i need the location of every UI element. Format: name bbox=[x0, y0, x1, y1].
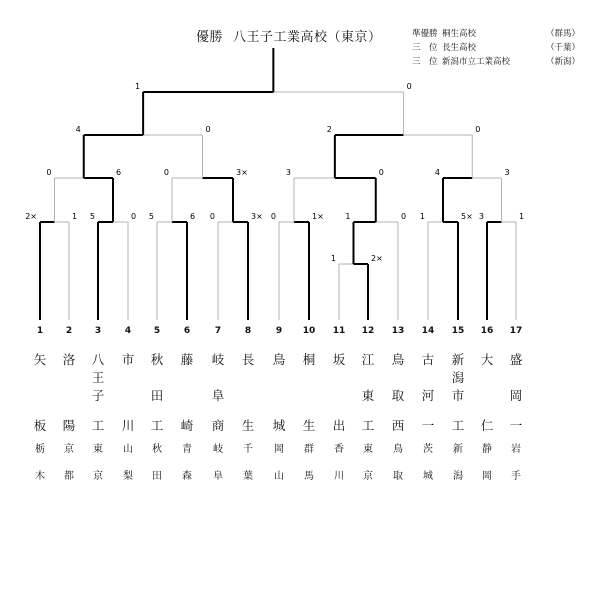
team-name-char: 陽 bbox=[62, 418, 76, 433]
team-pref-char: 取 bbox=[393, 471, 403, 482]
match-score: 1 bbox=[519, 212, 525, 221]
seed-number: 12 bbox=[361, 326, 375, 336]
team-name-char: 藤 bbox=[180, 352, 194, 367]
team-name-char: 一 bbox=[509, 418, 523, 433]
team-name-char: 潟 bbox=[451, 370, 465, 385]
team-name-char: 工 bbox=[361, 418, 375, 433]
team-name-char: 古 bbox=[421, 352, 435, 367]
team-pref-char: 潟 bbox=[453, 471, 463, 482]
team-pref-char: 京 bbox=[64, 444, 74, 455]
team-pref-char: 川 bbox=[334, 471, 344, 482]
team-pref-char: 栃 bbox=[35, 444, 45, 455]
match-score: 6 bbox=[190, 212, 196, 221]
team-name-char: 河 bbox=[421, 388, 435, 403]
team-pref-char: 田 bbox=[152, 471, 162, 482]
seed-number: 17 bbox=[509, 326, 523, 336]
match-score: 4 bbox=[75, 125, 81, 134]
team-pref-char: 梨 bbox=[123, 471, 133, 482]
seed-number: 14 bbox=[421, 326, 435, 336]
team-pref-char: 新 bbox=[453, 444, 463, 455]
team-name-char: 取 bbox=[391, 388, 405, 403]
podium-school: 新潟市立工業高校 bbox=[442, 57, 511, 67]
match-score: 2 bbox=[326, 125, 332, 134]
match-score: 0 bbox=[270, 212, 276, 221]
team-name-char: 板 bbox=[33, 418, 47, 433]
match-score: 0 bbox=[406, 82, 412, 91]
match-score: 0 bbox=[205, 125, 211, 134]
match-score: 0 bbox=[475, 125, 481, 134]
podium-school: 桐生高校 bbox=[442, 29, 477, 39]
podium-pref: （新潟） bbox=[545, 57, 580, 67]
match-score: 1 bbox=[135, 82, 141, 91]
podium-rank: 三 位 bbox=[412, 57, 438, 67]
team-name-char: 矢 bbox=[33, 352, 47, 367]
champion-label: 優勝 bbox=[196, 30, 224, 45]
team-name-char: 大 bbox=[480, 352, 494, 367]
team-name-char: 工 bbox=[150, 418, 164, 433]
match-score: 1 bbox=[72, 212, 78, 221]
team-pref-char: 馬 bbox=[304, 471, 314, 482]
team-name-char: 崎 bbox=[180, 418, 194, 433]
team-name-char: 東 bbox=[361, 388, 375, 403]
team-pref-char: 群 bbox=[304, 444, 314, 455]
match-score: 0 bbox=[131, 212, 137, 221]
team-name-char: 商 bbox=[211, 418, 225, 433]
team-pref-char: 鳥 bbox=[393, 444, 403, 455]
team-name-char: 新 bbox=[451, 352, 465, 367]
team-name-char: 盛 bbox=[509, 352, 523, 367]
match-score: 1 bbox=[345, 212, 351, 221]
match-score: 3 bbox=[285, 168, 291, 177]
team-name-char: 鳥 bbox=[272, 352, 286, 367]
seed-number: 9 bbox=[275, 326, 283, 336]
seed-number: 4 bbox=[124, 326, 132, 336]
match-score: 0 bbox=[378, 168, 384, 177]
podium-school: 長生高校 bbox=[442, 43, 477, 53]
match-score: 6 bbox=[116, 168, 122, 177]
seed-number: 16 bbox=[480, 326, 494, 336]
team-pref-char: 静 bbox=[482, 444, 492, 455]
team-name-char: 子 bbox=[91, 388, 105, 403]
podium-rank: 準優勝 bbox=[412, 29, 438, 39]
team-pref-char: 千 bbox=[243, 444, 253, 455]
team-name-char: 秋 bbox=[150, 352, 164, 367]
team-pref-char: 青 bbox=[182, 444, 192, 455]
seed-number: 3 bbox=[94, 326, 102, 336]
match-score: 5 bbox=[148, 212, 154, 221]
team-name-char: 生 bbox=[241, 418, 255, 433]
podium-rank: 三 位 bbox=[412, 43, 438, 53]
team-pref-char: 京 bbox=[93, 471, 103, 482]
seed-number: 11 bbox=[332, 326, 346, 336]
match-score: 3× bbox=[236, 168, 248, 177]
team-name-char: 西 bbox=[391, 418, 405, 433]
champion-name: 八王子工業高校（東京） bbox=[233, 30, 382, 45]
team-pref-char: 木 bbox=[35, 471, 45, 482]
team-pref-char: 岩 bbox=[511, 444, 521, 455]
team-name-char: 岡 bbox=[509, 388, 523, 403]
match-score: 0 bbox=[163, 168, 169, 177]
team-name-char: 鳥 bbox=[391, 352, 405, 367]
match-score: 1× bbox=[312, 212, 324, 221]
team-pref-char: 岡 bbox=[482, 471, 492, 482]
team-pref-char: 東 bbox=[93, 444, 103, 455]
team-name-char: 工 bbox=[451, 418, 465, 433]
seed-number: 13 bbox=[391, 326, 405, 336]
team-name-char: 城 bbox=[272, 418, 286, 433]
team-name-char: 江 bbox=[361, 352, 375, 367]
team-name-char: 桐 bbox=[302, 352, 316, 367]
team-name-char: 生 bbox=[302, 418, 316, 433]
team-pref-char: 城 bbox=[423, 471, 433, 482]
match-score: 2× bbox=[25, 212, 37, 221]
team-pref-char: 山 bbox=[123, 444, 133, 455]
team-name-char: 長 bbox=[241, 352, 255, 367]
team-name-char: 洛 bbox=[62, 352, 76, 367]
seed-number: 15 bbox=[451, 326, 465, 336]
team-name-char: 出 bbox=[332, 418, 346, 433]
match-score: 3 bbox=[504, 168, 510, 177]
team-pref-char: 森 bbox=[182, 471, 192, 482]
team-name-char: 市 bbox=[451, 388, 465, 403]
seed-number: 1 bbox=[36, 326, 44, 336]
seed-number: 7 bbox=[214, 326, 222, 336]
match-score: 3× bbox=[251, 212, 263, 221]
podium-pref: （千葉） bbox=[545, 43, 580, 53]
team-name-char: 工 bbox=[91, 418, 105, 433]
match-score: 0 bbox=[401, 212, 407, 221]
team-name-char: 田 bbox=[150, 388, 164, 403]
team-name-char: 阜 bbox=[211, 388, 225, 403]
team-name-char: 川 bbox=[121, 418, 135, 433]
match-score: 1 bbox=[419, 212, 425, 221]
team-pref-char: 香 bbox=[334, 444, 344, 455]
team-pref-char: 秋 bbox=[152, 444, 162, 455]
seed-number: 8 bbox=[244, 326, 252, 336]
seed-number: 6 bbox=[183, 326, 191, 336]
match-score: 1 bbox=[330, 254, 336, 263]
team-pref-char: 茨 bbox=[423, 444, 433, 455]
seed-number: 10 bbox=[302, 326, 316, 336]
team-name-char: 坂 bbox=[332, 352, 346, 367]
match-score: 3 bbox=[478, 212, 484, 221]
team-pref-char: 東 bbox=[363, 444, 373, 455]
match-score: 4 bbox=[434, 168, 440, 177]
match-score: 5× bbox=[461, 212, 473, 221]
team-pref-char: 阜 bbox=[213, 471, 223, 482]
team-pref-char: 京 bbox=[363, 471, 373, 482]
match-score: 0 bbox=[209, 212, 215, 221]
team-pref-char: 岡 bbox=[274, 444, 284, 455]
podium-pref: （群馬） bbox=[545, 29, 580, 39]
seed-number: 5 bbox=[153, 326, 161, 336]
match-score: 0 bbox=[46, 168, 52, 177]
team-name-char: 仁 bbox=[480, 418, 494, 433]
team-pref-char: 都 bbox=[64, 471, 74, 482]
team-pref-char: 山 bbox=[274, 471, 284, 482]
team-name-char: 一 bbox=[421, 418, 435, 433]
team-name-char: 市 bbox=[121, 352, 135, 367]
match-score: 5 bbox=[89, 212, 95, 221]
seed-number: 2 bbox=[65, 326, 73, 336]
team-pref-char: 岐 bbox=[213, 444, 223, 455]
team-pref-char: 手 bbox=[511, 471, 521, 482]
team-pref-char: 葉 bbox=[243, 471, 253, 482]
team-name-char: 王 bbox=[91, 370, 105, 385]
match-score: 2× bbox=[371, 254, 383, 263]
team-name-char: 岐 bbox=[211, 352, 225, 367]
team-name-char: 八 bbox=[91, 352, 105, 367]
